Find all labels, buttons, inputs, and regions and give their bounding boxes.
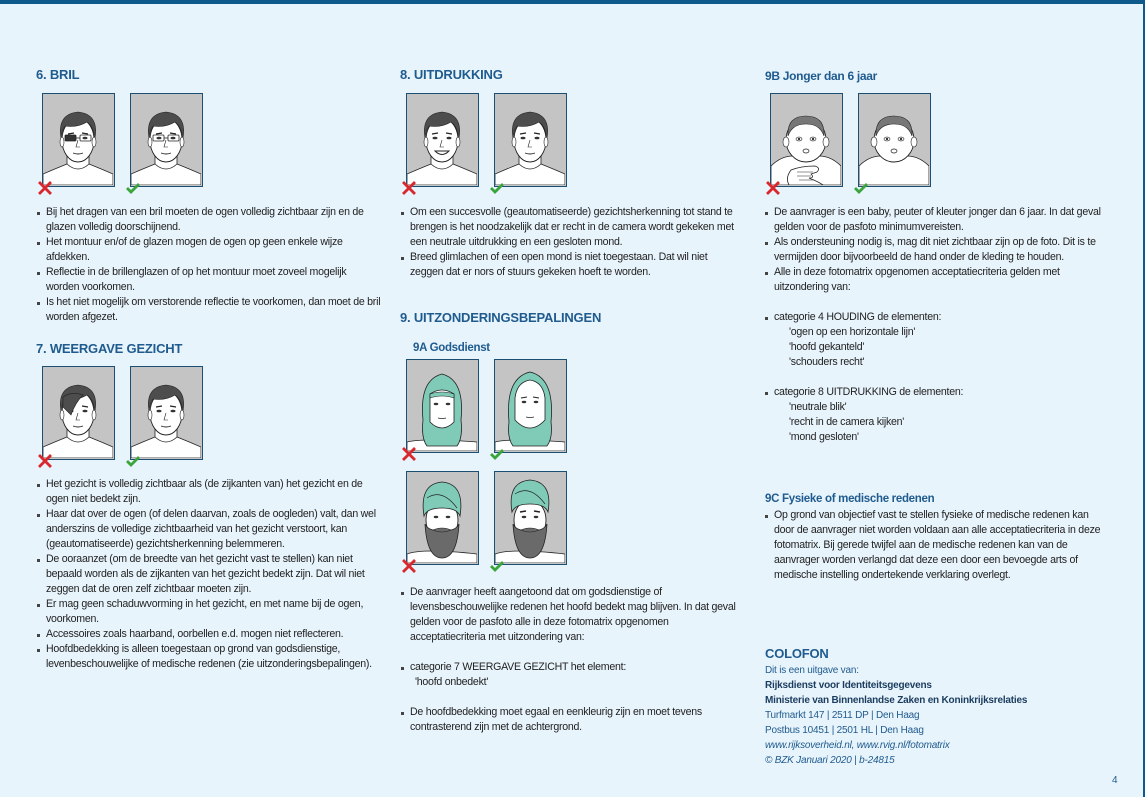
exception-element: 'neutrale blik' <box>789 401 847 413</box>
colofon-postbus: Postbus 10451 | 2501 HL | Den Haag <box>765 725 924 736</box>
check-icon <box>490 447 504 461</box>
exception-element: 'schouders recht' <box>789 356 865 368</box>
list-item-text: categorie 7 WEERGAVE GEZICHT het element: <box>410 661 627 673</box>
photo-correct-baby <box>858 93 931 187</box>
section-title-uitdrukking: 8. UITDRUKKING <box>400 67 503 82</box>
subsection-title-jonger: 9B Jonger dan 6 jaar <box>765 69 878 83</box>
subsection-title-godsdienst: 9A Godsdienst <box>413 342 490 354</box>
photo-pair-uitdrukking <box>406 93 567 187</box>
list-item: Hoofdbedekking is alleen toegestaan op grond van godsdienstige, levenbeschouwelijke of medische redenen (zie uitzonderingsbepalingen). <box>36 642 381 672</box>
list-item: De aanvrager heeft aangetoond dat om godsdienstige of levensbeschouwelijke redenen het hoofd bedekt mag blijven. In dat geval gelden voor de pasfoto alle in deze fotomatrix opgenomen acceptatiecriteria met uitzondering van: <box>400 585 740 645</box>
exception-element: 'recht in de camera kijken' <box>789 416 905 428</box>
cross-icon <box>766 181 780 195</box>
photo-correct-neutral <box>494 93 567 187</box>
list-item: Om een succesvolle (geautomatiseerde) gezichtsherkenning tot stand te brengen is het noodzakelijk dat er recht in de camera wordt gekeken met een neutrale uitdrukking en een gesloten mond. <box>400 205 740 250</box>
cross-icon <box>38 454 52 468</box>
section-title-bril: 6. BRIL <box>36 67 80 82</box>
list-item: Alle in deze fotomatrix opgenomen acceptatiecriteria gelden met uitzondering van: <box>764 265 1104 295</box>
photo-pair-baby <box>770 93 931 187</box>
exception-element: 'hoofd onbedekt' <box>415 676 489 688</box>
medisch-bullets <box>764 508 1104 583</box>
list-item: De aanvrager is een baby, peuter of kleuter jonger dan 6 jaar. In dat geval gelden voor de pasfoto minimumvereisten. <box>764 205 1104 235</box>
exception-element: 'mond gesloten' <box>789 431 859 443</box>
bril-bullets <box>36 205 381 325</box>
page-number: 4 <box>1112 775 1118 786</box>
check-icon <box>490 559 504 573</box>
list-item <box>764 385 1104 445</box>
weergave-bullets <box>36 477 381 672</box>
list-item: De ooraanzet (om de breedte van het gezicht vast te stellen) kan niet bepaald worden als de zijkanten van het gezicht bedekt zijn. Dat wil niet zeggen dat de oren zelf zichtbaar moeten zijn. <box>36 552 381 597</box>
photo-wrong-smile <box>406 93 479 187</box>
photo-correct-face-visible <box>130 366 203 460</box>
photo-correct-glasses <box>130 93 203 187</box>
list-item: Het montuur en/of de glazen mogen de ogen op geen enkele wijze afdekken. <box>36 235 381 265</box>
jonger-bullets <box>764 205 1104 445</box>
list-item: Is het niet mogelijk om verstorende reflectie te voorkomen, dan moet de bril worden afgezet. <box>36 295 381 325</box>
photo-wrong-hair-over-eyes <box>42 366 115 460</box>
colofon-address: Turfmarkt 147 | 2511 DP | Den Haag <box>765 710 920 721</box>
exception-element: 'ogen op een horizontale lijn' <box>789 326 916 338</box>
photo-pair-weergave <box>42 366 203 460</box>
list-item-text: categorie 8 UITDRUKKING de elementen: <box>774 386 964 398</box>
photo-wrong-glasses-reflection <box>42 93 115 187</box>
colofon <box>765 646 1105 768</box>
cross-icon <box>402 447 416 461</box>
photo-correct-turban <box>494 471 567 565</box>
list-item: Haar dat over de ogen (of delen daarvan, zoals de oogleden) valt, dan wel anderszins de volledige zichtbaarheid van het gezicht verstoort, kan (geautomatiseerde) gezichtsherkenning belemmeren. <box>36 507 381 552</box>
colofon-intro: Dit is een uitgave van: <box>765 665 859 676</box>
cross-icon <box>402 559 416 573</box>
godsdienst-bullets <box>400 585 740 735</box>
photo-wrong-turban <box>406 471 479 565</box>
colofon-title: COLOFON <box>765 646 829 661</box>
cross-icon <box>38 181 52 195</box>
check-icon <box>490 181 504 195</box>
exception-element: 'hoofd gekanteld' <box>789 341 865 353</box>
uitdrukking-bullets <box>400 205 740 280</box>
colofon-copyright: © BZK Januari 2020 | b-24815 <box>765 755 895 766</box>
list-item: Breed glimlachen of een open mond is niet toegestaan. Dat wil niet zeggen dat er nors of stuurs gekeken hoeft te worden. <box>400 250 740 280</box>
cross-icon <box>402 181 416 195</box>
list-item <box>764 310 1104 370</box>
section-title-uitzondering: 9. UITZONDERINGSBEPALINGEN <box>400 310 602 325</box>
photo-pair-bril <box>42 93 203 187</box>
list-item: De hoofdbedekking moet egaal en eenkleurig zijn en moet tevens contrasterend zijn met de achtergrond. <box>400 705 740 735</box>
list-item: Op grond van objectief vast te stellen fysieke of medische redenen kan door de aanvrager niet worden voldaan aan alle acceptatiecriteria in deze fotomatrix. Bij gerede twijfel aan de medische redenen kan van de aanvrager worden verlangd dat deze een door een bevoegde arts of medische instelling ondertekende verklaring overlegt. <box>764 508 1104 583</box>
colofon-org-bzk: Ministerie van Binnenlandse Zaken en Koninkrijksrelaties <box>765 695 1028 706</box>
check-icon <box>126 181 140 195</box>
list-item: Accessoires zoals haarband, oorbellen e.d. mogen niet reflecteren. <box>36 627 381 642</box>
top-border <box>0 0 1145 4</box>
list-item <box>400 660 740 690</box>
list-item: Het gezicht is volledig zichtbaar als (de zijkanten van) het gezicht en de ogen niet bedekt zijn. <box>36 477 381 507</box>
list-item: Reflectie in de brillenglazen of op het montuur moet zoveel mogelijk worden voorkomen. <box>36 265 381 295</box>
colofon-websites: www.rijksoverheid.nl, www.rvig.nl/fotomatrix <box>765 740 950 751</box>
photo-pair-turban <box>406 471 567 565</box>
colofon-org-rvig: Rijksdienst voor Identiteitsgegevens <box>765 680 932 691</box>
subsection-title-medisch: 9C Fysieke of medische redenen <box>765 493 935 505</box>
photo-wrong-headscarf <box>406 359 479 453</box>
section-title-weergave: 7. WEERGAVE GEZICHT <box>36 341 183 356</box>
list-item: Er mag geen schaduwvorming in het gezicht, en met name bij de ogen, voorkomen. <box>36 597 381 627</box>
check-icon <box>854 181 868 195</box>
list-item-text: categorie 4 HOUDING de elementen: <box>774 311 942 323</box>
list-item: Bij het dragen van een bril moeten de ogen volledig zichtbaar zijn en de glazen volledig doorschijnend. <box>36 205 381 235</box>
photo-wrong-baby-hand-visible <box>770 93 843 187</box>
photo-pair-headscarf <box>406 359 567 453</box>
photo-correct-headscarf <box>494 359 567 453</box>
list-item: Als ondersteuning nodig is, mag dit niet zichtbaar zijn op de foto. Dit is te vermijden door bijvoorbeeld de hand onder de kleding te houden. <box>764 235 1104 265</box>
check-icon <box>126 454 140 468</box>
